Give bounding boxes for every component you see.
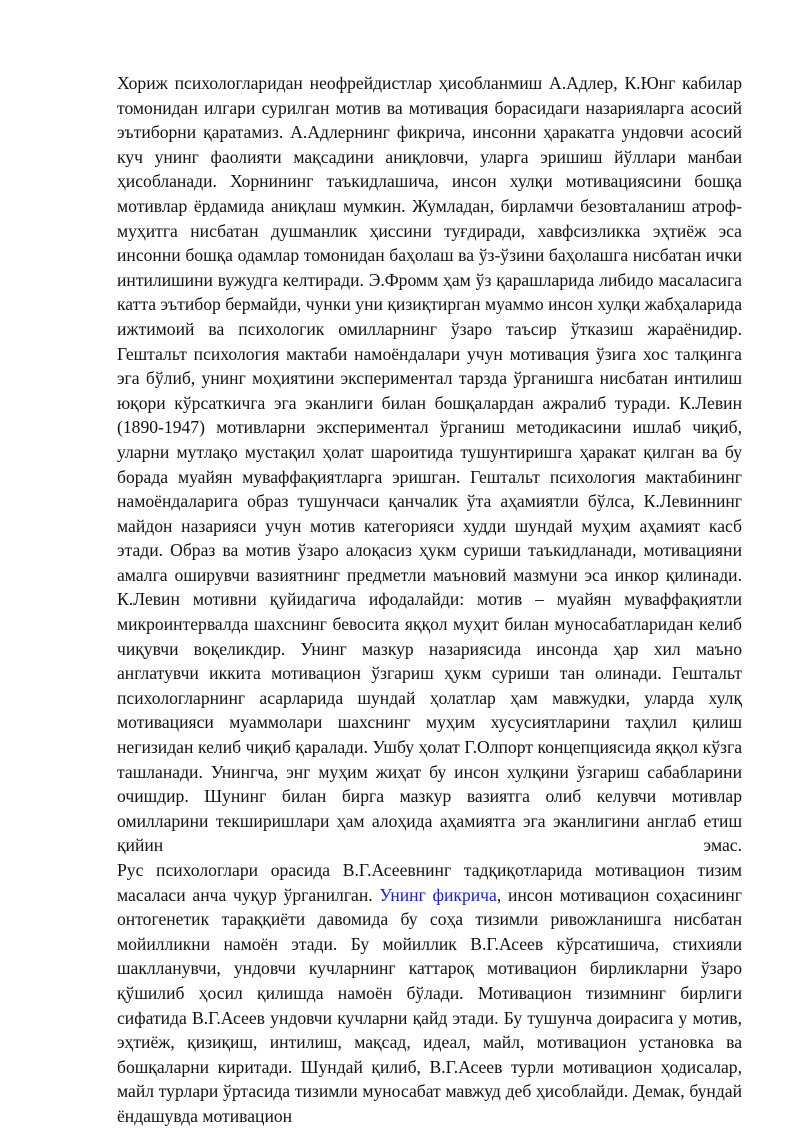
paragraph-aseev-start: Рус психологлари орасида В.Г.Асеевнинг тадқиқотларида мотивацион тизим масаласи анча чуқур ўрганилган.: [117, 860, 742, 905]
paragraph-adler-levin-olport: Хориж психологларидан неофрейдистлар ҳисобланмиш А.Адлер, К.Юнг кабилар томонидан илгари сурилган мотив ва мотивация борасидаги назарияларга асосий эътиборни қаратамиз. А.Адлернинг фикрича, инсонни ҳаракатга ундовчи асосий куч унинг фаолияти мақсадини аниқловчи, уларга эришиш йўллари манбаи ҳисобланади. Хорнининг таъкидлашича, инсон хулқи мотивациясини бошқа мотивлар ёрдамида аниқлаш мумкин. Жумладан, бирламчи безовталаниш атроф-муҳитга нисбатан душманлик ҳиссини туғдиради, хавфсизликка эҳтиёж эса инсонни бошқа одамлар томонидан баҳолаш ва ўз-ўзини баҳолашга нисбатан ички интилишини вужудга келтиради. Э.Фромм ҳам ўз қарашларида либидо масаласига катта эътибор бермайди, чунки уни қизиқтирган муаммо инсон хулқи жабҳаларида ижтимоий ва психологик омилларнинг ўзаро таъсир ўтказиш жараёнидир. Гештальт психология мактаби намоёндалари учун мотивация ўзига хос талқинга эга бўлиб, унинг моҳиятини экспериментал тарзда ўрганишга нисбатан интилиш юқори кўрсаткичга эга эканлиги билан бошқалардан ажралиб туради. К.Левин (1890-1947) мотивларни экспериментал ўрганиш методикасини ишлаб чиқиб, уларни мутлақо мустақил ҳолат шароитида тушунтиришга ҳаракат қилган ва бу борада муайян муваффақиятларга эришган. Гештальт психология мактабининг намоёндаларига образ тушунчаси қанчалик ўта аҳамиятли бўлса, К.Левиннинг майдон назарияси учун мотив категорияси худди шундай муҳим аҳамият касб этади. Образ ва мотив ўзаро алоқасиз ҳукм суриши таъкидланади, мотивацияни амалга оширувчи вазиятнинг предметли маъновий мазмуни эса инкор қилинади. К.Левин мотивни қуйидагича ифодалайди: мотив – муайян муваффақиятли микроинтервалда шахснинг бевосита яққол муҳит билан муносабатларидан келиб чиқувчи воқеликдир. Унинг мазкур назариясида инсонда ҳар хил маъно англатувчи иккита мотивацион ўзгариш ҳукм суриши тан олинади. Гештальт психологларнинг асарларида шундай ҳолатлар ҳам мавжудки, уларда хулқ мотивацияси муаммолари шахснинг муҳим хусусиятларини таҳлил қилиш негизидан келиб чиқиб қаралади. Ушбу ҳолат Г.Олпорт концепциясида яққол кўзга ташланади. Унингча, энг муҳим жиҳат бу инсон хулқини ўзгариш сабабларини очишдир. Шунинг билан бирга мазкур вазиятга олиб келувчи мотивлар омилларини текширишлари ҳам алоҳида аҳамиятга эга эканлигини англаб етиш қийин эмас.: [117, 73, 742, 856]
paragraph-aseev-end: , инсон мотивацион соҳасининг онтогенетик тараққиёти давомида бу соҳа тизимли ривожланишга нисбатан мойилликни намоён этади. Бу мойиллик В.Г.Асеев кўрсатишича, стихияли шаклланувчи, ундовчи кучларнинг каттароқ мотивацион бирликларни ўзаро қўшилиб ҳосил қилишда намоён бўлади. Мотивацион тизимнинг бирлиги сифатида В.Г.Асеев ундовчи кучларни қайд этади. Бу тушунча доирасига у мотив, эҳтиёж, қизиқиш, интилиш, мақсад, идеал, майл, мотивацион установка ва бошқаларни киритади. Шундай қилиб, В.Г.Асеев турли мотивацион ҳодисалар, майл турлари ўртасида тизимли муносабат мавжуд деб ҳисоблайди. Демак, бундай ёндашувда мотивацион: [117, 884, 742, 1126]
paragraph-aseev: [117, 858, 742, 1129]
hyperlink-text[interactable]: Унинг фикрича: [379, 884, 497, 905]
document-page: [117, 71, 742, 1129]
